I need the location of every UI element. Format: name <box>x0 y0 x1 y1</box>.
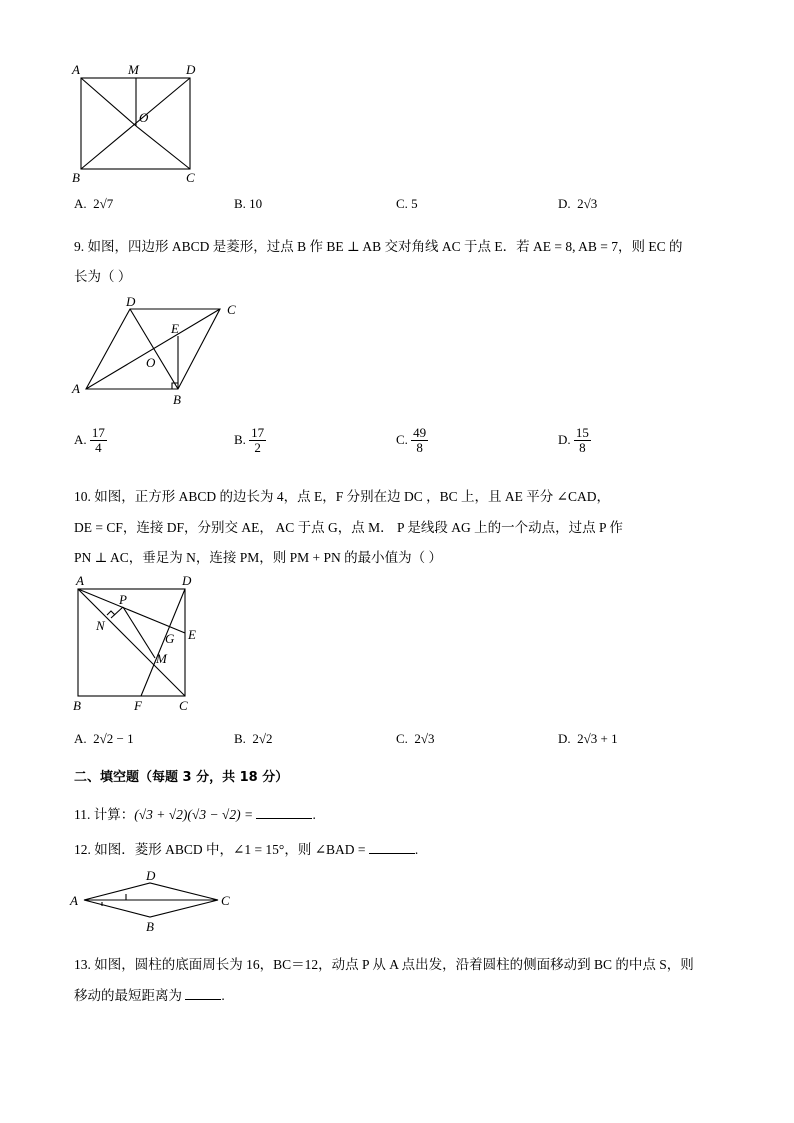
segment-ae <box>78 589 185 633</box>
q13-line2 <box>74 984 225 1004</box>
q9-option-a: A. $\frac{17}{4}$ <box>74 425 105 455</box>
q12-suffix: . <box>414 842 419 857</box>
label-o: O <box>139 110 149 125</box>
segment-df <box>141 589 185 696</box>
label-b: B <box>72 170 80 185</box>
q10-option-c: C. 2√3 <box>396 731 435 746</box>
label-g: G <box>165 631 175 646</box>
label-d: D <box>186 62 196 77</box>
segment-oc <box>136 126 190 169</box>
q10-line2: DE = CF，连接 DF，分别交 AE， AC 于点 G，点 M． P 是线段 AG 上的一个动点，过点 P 作 <box>74 520 623 535</box>
label-f: F <box>134 698 142 713</box>
label-e: E <box>171 321 179 336</box>
q13-line2-text: 移动的最短距离为 <box>74 988 182 1003</box>
q12-line <box>74 838 418 858</box>
label-a: A <box>70 893 78 908</box>
q12-answer-blank[interactable] <box>369 841 415 854</box>
label-o: O <box>146 355 156 370</box>
q10-line3: PN ⊥ AC，垂足为 N，连接 PM，则 PM + PN 的最小值为（ ） <box>74 550 442 565</box>
label-n: N <box>96 618 105 633</box>
label-p: P <box>119 592 127 607</box>
label-e: E <box>188 627 196 642</box>
right-angle-mark <box>107 611 115 615</box>
q11-line <box>74 803 316 823</box>
label-a: A <box>72 381 80 396</box>
q10-line1: 10. 如图，正方形 ABCD 的边长为 4，点 E，F 分别在边 DC ，BC 上，且 AE 平分 ∠CAD， <box>74 489 610 504</box>
q9-option-b: B. $\frac{17}{2}$ <box>234 425 265 455</box>
q12-prefix: 12. 如图．菱形 ABCD 中，∠1 = 15°，则 ∠BAD = <box>74 842 366 857</box>
label-d: D <box>182 573 192 588</box>
q8-option-a: A. 2√7 <box>74 196 114 211</box>
q9-option-d: D. $\frac{15}{8}$ <box>558 425 589 455</box>
q10-option-b: B. 2√2 <box>234 731 273 746</box>
q8-option-c: C. 5 <box>396 196 418 211</box>
label-c: C <box>227 302 236 317</box>
q13-line1: 13. 如图，圆柱的底面周长为 16，BC＝12，动点 P 从 A 点出发，沿着圆柱的侧面移动到 BC 的中点 S，则 <box>74 957 694 972</box>
label-b: B <box>173 392 181 407</box>
label-m: M <box>128 62 139 77</box>
label-b: B <box>146 919 154 934</box>
q8-figure <box>70 60 210 185</box>
q9-option-c: C. $\frac{49}{8}$ <box>396 425 427 455</box>
q8-option-d: D. 2√3 <box>558 196 598 211</box>
label-m: M <box>156 651 167 666</box>
label-c: C <box>186 170 195 185</box>
segment-ao <box>81 78 136 126</box>
q9-figure <box>68 292 248 412</box>
diagonal-ac <box>86 309 220 389</box>
q11-prefix: 11. 计算： <box>74 807 135 822</box>
q9-line2: 长为（ ） <box>74 269 132 284</box>
label-d: D <box>126 294 136 309</box>
label-c: C <box>221 893 230 908</box>
section-title: 二、填空题（每题 3 分，共 18 分） <box>74 770 289 785</box>
q9-line1: 9. 如图，四边形 ABCD 是菱形，过点 B 作 BE ⊥ AB 交对角线 AC 于点 E．若 AE = 8, AB = 7，则 EC 的 <box>74 239 683 254</box>
label-d: D <box>146 868 156 883</box>
q11-answer-blank[interactable] <box>256 806 312 819</box>
q12-figure <box>66 864 246 936</box>
label-a: A <box>76 573 84 588</box>
label-c: C <box>179 698 188 713</box>
label-a: A <box>72 62 80 77</box>
q11-suffix: . <box>312 807 316 822</box>
q13-answer-blank[interactable] <box>185 987 221 1000</box>
q10-option-a: A. 2√2 − 1 <box>74 731 134 746</box>
label-b: B <box>73 698 81 713</box>
q10-figure <box>68 572 208 717</box>
q8-option-b: B. 10 <box>234 196 263 211</box>
q10-option-d: D. 2√3 + 1 <box>558 731 618 746</box>
q13-suffix: . <box>221 988 225 1003</box>
q11-expr: (√3 + √2)(√3 − √2) = <box>134 807 254 822</box>
